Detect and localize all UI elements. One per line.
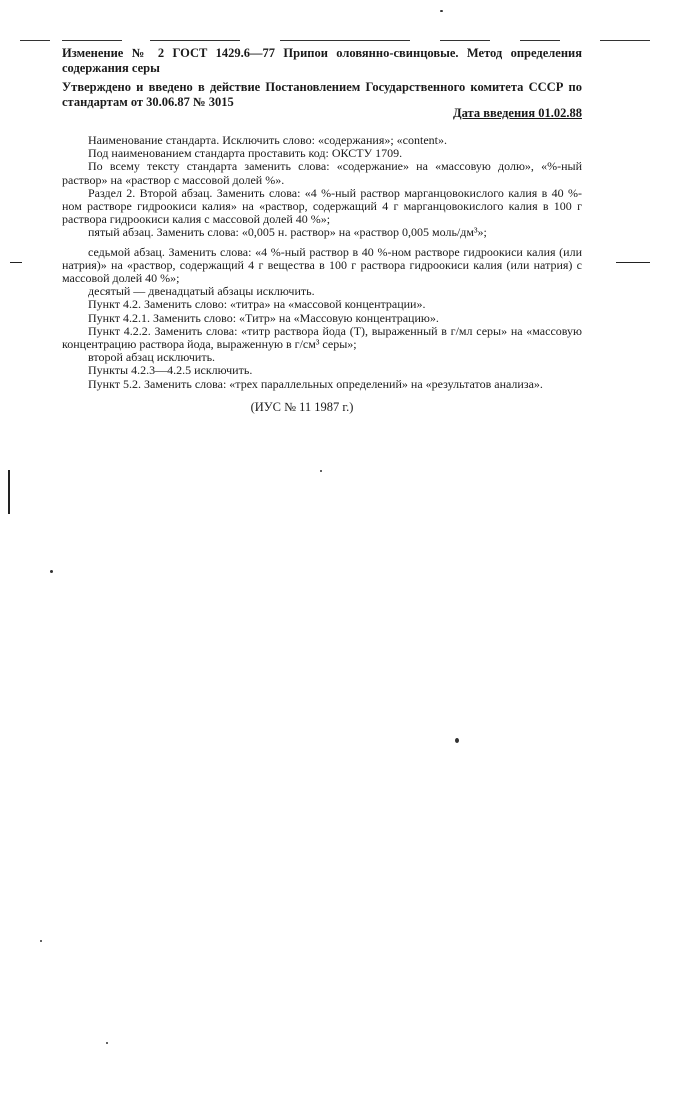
- paragraph: Раздел 2. Второй абзац. Заменить слова: «4 %-ный раствор марганцовокислого калия в 40 %-ном растворе гидроокиси калия» на «раствор, содержащий 4 г марганцовокислого калия в 100 г раствора гидроокиси калия с массовой долей 40 %»;: [62, 185, 582, 227]
- paragraph: Пункт 5.2. Заменить слова: «трех параллельных определений» на «результатов анализа».: [88, 376, 543, 391]
- scan-speck: [455, 738, 459, 743]
- top-rule: [62, 40, 122, 41]
- top-rule: [280, 40, 410, 41]
- paragraph: седьмой абзац. Заменить слова: «4 %-ный раствор в 40 %-ном растворе гидроокиси калия (или натрия)» на «раствор, содержащий 4 г вещества в 100 г раствора гидроокиси калия (или натрия) с массовой долей 40 %»;: [62, 244, 582, 286]
- top-rule: [150, 40, 240, 41]
- paragraph: По всему тексту стандарта заменить слова: «содержание» на «массовую долю», «%-ный раствор» на «раствор с массовой долей %».: [62, 159, 582, 187]
- amendment-body: [62, 134, 582, 414]
- margin-mark: [616, 262, 650, 263]
- paragraph: Пункт 4.2.2. Заменить слова: «титр раствора йода (T), выраженный в г/мл серы» на «массовую концентрацию раствора йода, выраженную в г/см³ серы»;: [62, 323, 582, 352]
- paragraph: Пункт 4.2. Заменить слово: «титра» на «массовой концентрации».: [88, 297, 426, 312]
- top-rule: [600, 40, 650, 41]
- scan-speck: [440, 10, 443, 12]
- top-rule: [440, 40, 490, 41]
- margin-mark: [8, 470, 10, 514]
- paragraph: второй абзац исключить.: [88, 350, 216, 365]
- paragraph: десятый — двенадцатый абзацы исключить.: [88, 284, 315, 299]
- top-rule: [20, 40, 50, 41]
- effective-date: Дата введения 01.02.88: [453, 106, 582, 120]
- paragraph: Пункт 4.2.1. Заменить слово: «Титр» на «Массовую концентрацию».: [88, 310, 439, 325]
- amendment-title: Изменение № 2 ГОСТ 1429.6—77 Припои оловянно-свинцовые. Метод определения содержания серы: [62, 46, 582, 75]
- paragraph: Наименование стандарта. Исключить слово: «содержания»; «content».: [88, 133, 447, 147]
- scan-speck: [320, 470, 322, 472]
- scan-speck: [50, 570, 53, 573]
- margin-mark: [10, 262, 22, 263]
- approval-note: Утверждено и введено в действие Постановлением Государственного комитета СССР по стандартам от 30.06.87 № 3015: [62, 80, 582, 109]
- scan-speck: [40, 940, 42, 942]
- paragraph: Под наименованием стандарта проставить код: ОКСТУ 1709.: [88, 146, 403, 161]
- paragraph: пятый абзац. Заменить слова: «0,005 н. раствор» на «раствор 0,005 моль/дм³»;: [88, 225, 487, 240]
- scan-speck: [106, 1042, 108, 1044]
- paragraph: Пункты 4.2.3—4.2.5 исключить.: [88, 363, 253, 378]
- top-rule: [520, 40, 560, 41]
- publication-reference: (ИУС № 11 1987 г.): [250, 399, 354, 414]
